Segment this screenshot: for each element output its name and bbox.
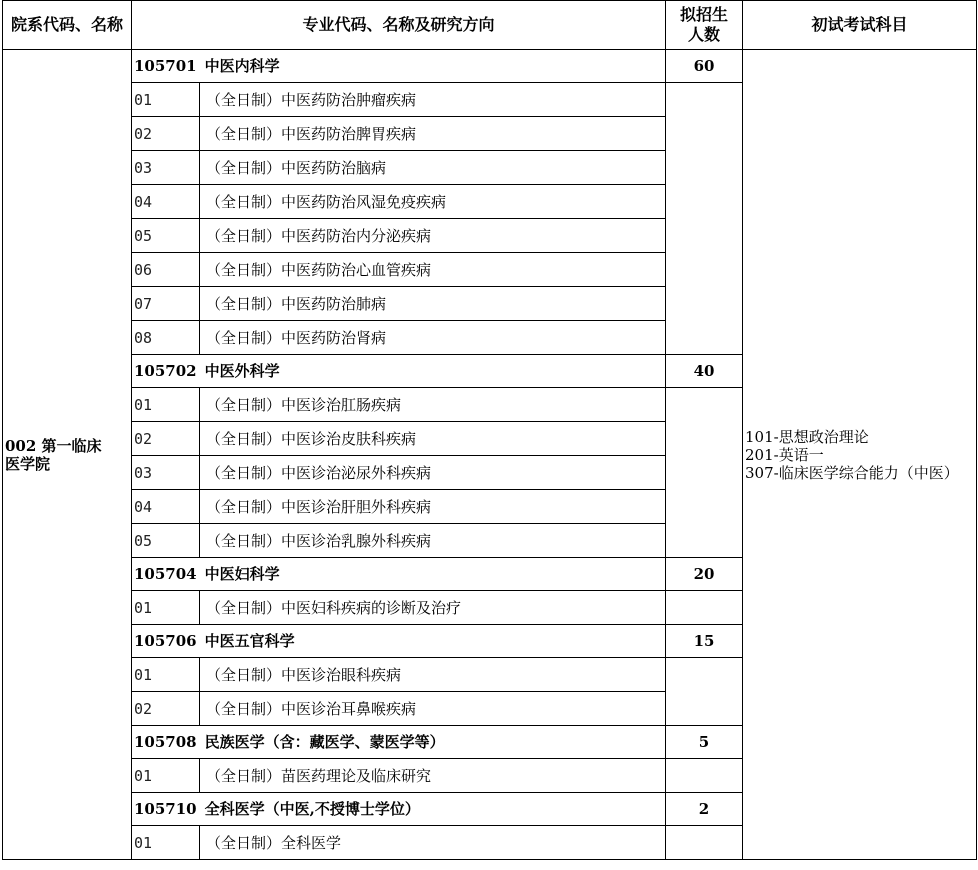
direction-name: （全日制）中医药防治内分泌疾病	[200, 219, 666, 253]
direction-code: 02	[132, 422, 200, 456]
direction-name: （全日制）中医妇科疾病的诊断及治疗	[200, 591, 666, 625]
direction-name: （全日制）中医诊治乳腺外科疾病	[200, 524, 666, 558]
exam-subject: 101-思想政治理论	[745, 427, 869, 446]
direction-name: （全日制）中医诊治眼科疾病	[200, 658, 666, 692]
direction-code: 06	[132, 253, 200, 287]
direction-code: 02	[132, 117, 200, 151]
major-cell	[132, 726, 666, 759]
department-name-line2: 医学院	[5, 454, 51, 473]
major-quota: 5	[666, 726, 743, 759]
major-name: 中医内科学	[204, 57, 280, 75]
major-cell	[132, 625, 666, 658]
quota-blank-cell	[666, 658, 743, 726]
major-quota: 60	[666, 50, 743, 83]
header-quota-line2: 人数	[688, 25, 721, 44]
direction-name: （全日制）中医药防治心血管疾病	[200, 253, 666, 287]
header-quota-line1: 拟招生	[680, 5, 729, 24]
major-quota: 40	[666, 355, 743, 388]
department-name-line1: 第一临床	[41, 436, 102, 455]
major-name: 中医五官科学	[204, 632, 295, 650]
direction-name: （全日制）中医诊治耳鼻喉疾病	[200, 692, 666, 726]
header-row	[3, 1, 977, 50]
direction-name: （全日制）中医药防治脑病	[200, 151, 666, 185]
direction-name: （全日制）苗医药理论及临床研究	[200, 759, 666, 793]
direction-code: 04	[132, 490, 200, 524]
exam-subjects-cell	[743, 50, 977, 860]
direction-code: 07	[132, 287, 200, 321]
exam-subject: 307-临床医学综合能力（中医）	[745, 463, 959, 482]
quota-blank-cell	[666, 388, 743, 558]
major-code: 105708	[134, 733, 197, 751]
direction-code: 01	[132, 759, 200, 793]
quota-blank-cell	[666, 826, 743, 860]
exam-subject: 201-英语一	[745, 445, 824, 464]
department-cell	[3, 50, 132, 860]
direction-name: （全日制）中医诊治皮肤科疾病	[200, 422, 666, 456]
major-name: 中医妇科学	[204, 565, 280, 583]
direction-code: 03	[132, 151, 200, 185]
major-code: 105704	[134, 565, 197, 583]
major-quota: 20	[666, 558, 743, 591]
quota-blank-cell	[666, 83, 743, 355]
direction-name: （全日制）中医药防治风湿免疫疾病	[200, 185, 666, 219]
direction-name: （全日制）中医药防治肺病	[200, 287, 666, 321]
direction-code: 04	[132, 185, 200, 219]
major-name: 全科医学（中医,不授博士学位）	[204, 800, 420, 818]
major-code: 105706	[134, 632, 197, 650]
direction-code: 01	[132, 826, 200, 860]
direction-code: 08	[132, 321, 200, 355]
header-exam: 初试考试科目	[743, 1, 977, 50]
department-line1	[5, 437, 129, 455]
direction-name: （全日制）中医药防治肿瘤疾病	[200, 83, 666, 117]
department-code: 002	[5, 436, 37, 455]
header-quota	[666, 1, 743, 50]
major-row	[3, 50, 977, 83]
major-cell	[132, 355, 666, 388]
quota-blank-cell	[666, 759, 743, 793]
direction-code: 01	[132, 658, 200, 692]
direction-name: （全日制）中医诊治肝胆外科疾病	[200, 490, 666, 524]
header-dept: 院系代码、名称	[3, 1, 132, 50]
major-quota: 2	[666, 793, 743, 826]
direction-code: 05	[132, 219, 200, 253]
direction-code: 01	[132, 388, 200, 422]
major-quota: 15	[666, 625, 743, 658]
direction-name: （全日制）中医诊治泌尿外科疾病	[200, 456, 666, 490]
admissions-table	[2, 0, 977, 860]
major-cell	[132, 793, 666, 826]
direction-code: 02	[132, 692, 200, 726]
direction-code: 03	[132, 456, 200, 490]
major-code: 105701	[134, 57, 197, 75]
direction-code: 05	[132, 524, 200, 558]
major-name: 民族医学（含：藏医学、蒙医学等）	[204, 733, 445, 751]
direction-name: （全日制）全科医学	[200, 826, 666, 860]
major-code: 105702	[134, 362, 197, 380]
direction-code: 01	[132, 591, 200, 625]
major-code: 105710	[134, 800, 197, 818]
major-cell	[132, 558, 666, 591]
direction-name: （全日制）中医药防治脾胃疾病	[200, 117, 666, 151]
direction-code: 01	[132, 83, 200, 117]
header-major: 专业代码、名称及研究方向	[132, 1, 666, 50]
quota-blank-cell	[666, 591, 743, 625]
major-cell	[132, 50, 666, 83]
direction-name: （全日制）中医药防治肾病	[200, 321, 666, 355]
direction-name: （全日制）中医诊治肛肠疾病	[200, 388, 666, 422]
major-name: 中医外科学	[204, 362, 280, 380]
